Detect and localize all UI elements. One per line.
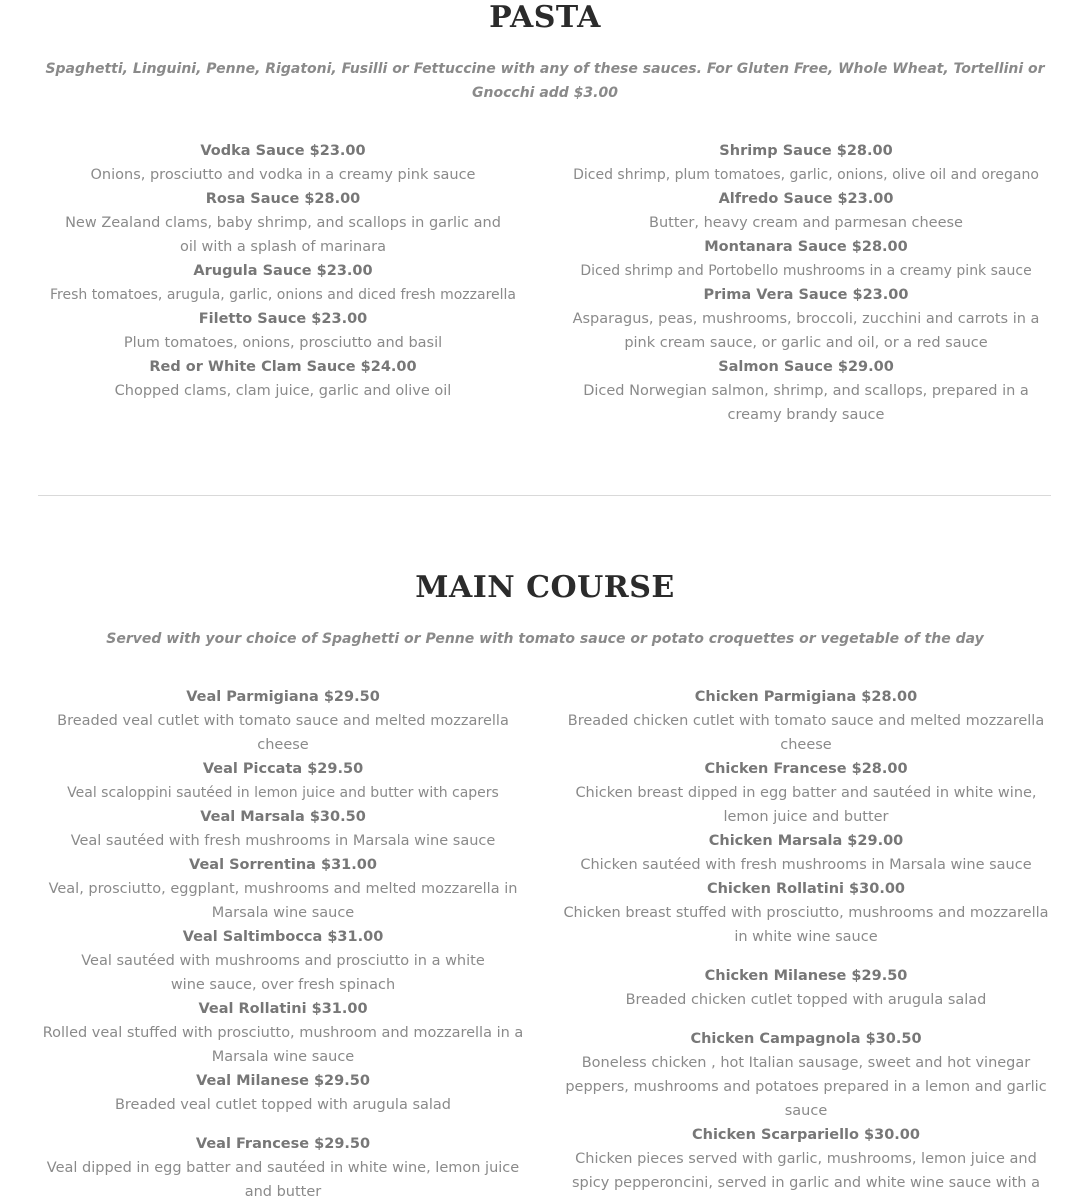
menu-item-chicken-francese [561,757,1051,829]
menu-item-chicken-campagnola [561,1027,1051,1123]
item-title: Veal Francese $29.50 [195,1136,371,1152]
menu-item-veal-sorrentina [38,853,528,925]
menu-item-montanara-sauce [561,235,1051,283]
item-title: Veal Piccata $29.50 [202,761,364,777]
item-description: Boneless chicken , hot Italian sausage, sweet and hot vinegar peppers, mushrooms and potatoes prepared in a lemon and garlic sauce [565,1055,1047,1119]
item-description: Fresh tomatoes, arugula, garlic, onions and diced fresh mozzarella [49,287,516,303]
item-title: Veal Rollatini $31.00 [198,1001,368,1017]
pasta-left-column [38,139,528,403]
item-description: Diced Norwegian salmon, shrimp, and scallops, prepared in a creamy brandy sauce [583,383,1029,423]
item-description: Veal scaloppini sautéed in lemon juice and butter with capers [67,785,499,801]
menu-item-clam-sauce [38,355,528,403]
menu-item-salmon-sauce [561,355,1051,427]
item-description: Chicken breast stuffed with prosciutto, mushrooms and mozzarella in white wine sauce [563,905,1049,945]
item-description: Onions, prosciutto and vodka in a creamy pink sauce [90,167,476,183]
menu-item-veal-rollatini [38,997,528,1069]
item-title: Veal Sorrentina $31.00 [189,857,377,873]
menu-item-arugula-sauce [38,259,528,307]
menu-item-chicken-scarpariello [561,1123,1051,1195]
item-description: Chicken pieces served with garlic, mushrooms, lemon juice and spicy pepperoncini, served in garlic and white wine sauce with a [572,1151,1040,1191]
section-divider [38,495,1051,496]
item-description: Breaded chicken cutlet topped with arugula salad [625,992,987,1008]
pasta-intro: Spaghetti, Linguini, Penne, Rigatoni, Fusilli or Fettuccine with any of these sauces. For Gluten Free, Whole Wheat, Tortellini or Gnocchi add $3.00 [45,61,1045,101]
item-description: Breaded veal cutlet topped with arugula salad [114,1097,452,1113]
item-title: Montanara Sauce $28.00 [704,239,908,255]
item-description: Veal sautéed with mushrooms and prosciutto in a white wine sauce, over fresh spinach [81,953,485,993]
menu-item-shrimp-sauce [561,139,1051,187]
item-title: Chicken Milanese $29.50 [704,968,908,984]
item-title: Veal Marsala $30.50 [200,809,366,825]
item-title: Chicken Scarpariello $30.00 [692,1127,920,1143]
main-course-intro: Served with your choice of Spaghetti or Penne with tomato sauce or potato croquettes or vegetable of the day [106,631,984,647]
menu-item-chicken-marsala [561,829,1051,877]
item-title: Arugula Sauce $23.00 [193,263,373,279]
item-title: Rosa Sauce $28.00 [205,191,361,207]
item-description: Veal, prosciutto, eggplant, mushrooms and melted mozzarella in Marsala wine sauce [48,881,518,921]
menu-item-veal-saltimbocca [38,925,528,997]
menu-item-veal-francese [38,1132,528,1204]
item-title: Veal Parmigiana $29.50 [186,689,380,705]
item-title: Salmon Sauce $29.00 [718,359,894,375]
pasta-right-column [561,139,1051,427]
item-description: Breaded veal cutlet with tomato sauce and melted mozzarella cheese [57,713,509,753]
item-description: Rolled veal stuffed with prosciutto, mushroom and mozzarella in a Marsala wine sauce [42,1025,524,1065]
item-description: Butter, heavy cream and parmesan cheese [649,215,963,231]
main-course-right-column [561,685,1051,1195]
item-title: Shrimp Sauce $28.00 [719,143,893,159]
item-description: Diced shrimp, plum tomatoes, garlic, onions, olive oil and oregano [573,167,1039,183]
item-title: Prima Vera Sauce $23.00 [703,287,909,303]
main-course-left-column [38,685,528,1204]
item-title: Filetto Sauce $23.00 [198,311,368,327]
item-description: Chopped clams, clam juice, garlic and olive oil [114,383,452,399]
menu-item-filetto-sauce [38,307,528,355]
item-title: Veal Saltimbocca $31.00 [182,929,384,945]
item-title: Alfredo Sauce $23.00 [718,191,894,207]
item-description: Diced shrimp and Portobello mushrooms in a creamy pink sauce [580,263,1032,279]
menu-item-vodka-sauce [38,139,528,187]
menu-item-chicken-rollatini [561,877,1051,949]
item-description: Breaded chicken cutlet with tomato sauce and melted mozzarella cheese [567,713,1045,753]
item-description: Asparagus, peas, mushrooms, broccoli, zucchini and carrots in a pink cream sauce, or garlic and oil, or a red sauce [572,311,1040,351]
menu-item-chicken-parmigiana [561,685,1051,757]
menu-item-chicken-milanese [561,964,1051,1012]
menu-item-veal-parmigiana [38,685,528,757]
item-description: Chicken breast dipped in egg batter and sautéed in white wine, lemon juice and butter [575,785,1037,825]
item-title: Chicken Parmigiana $28.00 [694,689,918,705]
menu-item-veal-milanese [38,1069,528,1117]
item-title: Chicken Campagnola $30.50 [690,1031,922,1047]
item-title: Chicken Francese $28.00 [704,761,908,777]
item-description: New Zealand clams, baby shrimp, and scallops in garlic and oil with a splash of marinara [65,215,501,255]
item-title: Vodka Sauce $23.00 [200,143,366,159]
item-description: Veal sautéed with fresh mushrooms in Marsala wine sauce [70,833,496,849]
menu-item-prima-vera-sauce [561,283,1051,355]
menu-item-alfredo-sauce [561,187,1051,235]
item-description: Veal dipped in egg batter and sautéed in white wine, lemon juice and butter [46,1160,520,1200]
pasta-title: PASTA [489,0,601,35]
item-title: Red or White Clam Sauce $24.00 [149,359,417,375]
menu-item-veal-marsala [38,805,528,853]
item-description: Chicken sautéed with fresh mushrooms in Marsala wine sauce [580,857,1032,873]
item-title: Chicken Marsala $29.00 [708,833,904,849]
menu-item-rosa-sauce [38,187,528,259]
item-title: Chicken Rollatini $30.00 [706,881,906,897]
main-course-title: MAIN COURSE [415,570,675,605]
item-title: Veal Milanese $29.50 [196,1073,370,1089]
item-description: Plum tomatoes, onions, prosciutto and basil [123,335,443,351]
menu-item-veal-piccata [38,757,528,805]
